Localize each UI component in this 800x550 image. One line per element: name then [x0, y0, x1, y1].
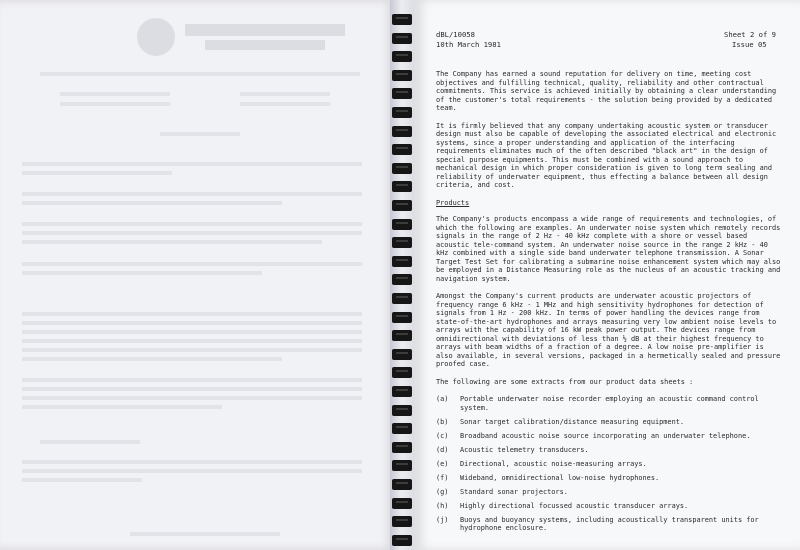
- ghost-text-line: [240, 92, 330, 96]
- right-page: [414, 0, 800, 550]
- ghost-text-line: [22, 330, 362, 334]
- ghost-text-line: [22, 240, 322, 244]
- ghost-text-line: [22, 396, 362, 400]
- ghost-text-line: [22, 460, 362, 464]
- list-marker: (d): [436, 445, 449, 454]
- binding-ring: [392, 126, 412, 137]
- ghost-text-line: [22, 201, 282, 205]
- list-marker: (e): [436, 459, 449, 468]
- list-marker: (g): [436, 487, 449, 496]
- ghost-text-line: [22, 339, 362, 343]
- binding-ring: [392, 293, 412, 304]
- binding-ring: [392, 516, 412, 527]
- binding-ring: [392, 256, 412, 267]
- list-marker: (j): [436, 515, 449, 524]
- document-ref: dBL/10058: [436, 30, 475, 39]
- list-item: [436, 474, 782, 483]
- ghost-text-line: [240, 102, 330, 106]
- ghost-text-line: [22, 231, 362, 235]
- products-heading: Products: [436, 198, 470, 207]
- binding-ring: [392, 33, 412, 44]
- binding-ring: [392, 460, 412, 471]
- binding-ring: [392, 386, 412, 397]
- ghost-text-line: [22, 478, 142, 482]
- products-paragraph: The following are some extracts from our product data sheets :: [436, 377, 694, 386]
- list-marker: (a): [436, 395, 449, 403]
- list-marker: (c): [436, 431, 449, 440]
- binding-ring: [392, 144, 412, 155]
- intro-paragraph: It is firmly believed that any company undertaking acoustic system or transducer design must also be capable of developing the associated electrical and electronic systems, since a proper understanding and application of the interfacing requirements eliminates much of the often described "black art" in the design of special purpose equipments. This must be combined with a sound approach to mechanical design in which proper consideration is given to long term sealing and reliability of underwater equipment, thus effecting a balance between all design criteria, and cost.: [436, 121, 777, 189]
- binding-ring: [392, 237, 412, 248]
- ghost-text-line: [22, 321, 362, 325]
- binding-ring: [392, 107, 412, 118]
- binding-ring: [392, 423, 412, 434]
- product-list: [436, 395, 782, 533]
- sheet-number: Sheet 2 of 9: [724, 30, 776, 39]
- binding-ring: [392, 51, 412, 62]
- ghost-text-line: [22, 348, 362, 352]
- products-paragraph: Amongst the Company's current products are underwater acoustic projectors of frequency range 6 kHz - 1 MHz and high sensitivity hydrophones for detection of signals from 1 Hz - 200 kHz. In terms of power handling the devices range from state-of-the-art hydrophones and arrays measuring very low ambient noise levels to arrays with the capability of 16 kW peak power output. The devices range from omnidirectional with deviations of less than ½ dB at their highest frequency to arrays with beam widths of a fraction of a degree. A low noise pre-amplifier is also available, in several versions, packaged in a hermetically sealed and pressure proofed case.: [436, 292, 781, 368]
- list-item: [436, 460, 782, 469]
- list-item-text: Broadband acoustic noise source incorporating an underwater telephone.: [460, 431, 751, 440]
- binding-ring: [392, 70, 412, 81]
- list-item: [436, 516, 782, 533]
- list-item: [436, 488, 782, 497]
- ghost-text-line: [22, 192, 362, 196]
- binding-ring: [392, 312, 412, 323]
- left-page: [0, 0, 395, 550]
- ghost-text-line: [22, 271, 262, 275]
- list-item-text: Directional, acoustic noise-measuring arrays.: [460, 459, 647, 468]
- ghost-logo: [135, 18, 345, 58]
- list-item: [436, 502, 782, 511]
- list-item-text: Wideband, omnidirectional low-noise hydrophones.: [460, 473, 660, 482]
- binding-ring: [392, 274, 412, 285]
- ghost-text-line: [22, 312, 362, 316]
- ghost-text-line: [22, 405, 222, 409]
- binding-ring: [392, 535, 412, 546]
- ghost-text-line: [160, 132, 240, 136]
- ghost-text-line: [22, 387, 362, 391]
- ghost-text-line: [130, 532, 280, 536]
- page-body: [436, 70, 782, 538]
- ghost-text-line: [22, 378, 362, 382]
- list-item-text: Sonar target calibration/distance measuring equipment.: [460, 417, 685, 426]
- binding-ring: [392, 219, 412, 230]
- list-item-text: Buoys and buoyancy systems, including acoustically transparent units for hydrophone enclosure.: [460, 515, 759, 532]
- list-item: [436, 418, 782, 427]
- binding-ring: [392, 479, 412, 490]
- binding-ring: [392, 163, 412, 174]
- list-marker: (b): [436, 417, 449, 426]
- binding-ring: [392, 181, 412, 192]
- products-paragraph: The Company's products encompass a wide range of requirements and technologies, of which the following are examples. An underwater noise system which remotely records signals in the range of 2 Hz - 40 kHz complete with a shore or vessel based acoustic tele-command system. An underwater noise source in the range 2 kHz - 40 kHz combined with a single side band underwater telephone transmission. A Sonar Target Test Set for calibrating a submarine noise enhancement system which may also be employed in a Distance Measuring role as the nucleus of an acoustic tracking and navigation system.: [436, 215, 781, 283]
- ghost-text-line: [60, 92, 170, 96]
- binding-ring: [392, 200, 412, 211]
- list-marker: (f): [436, 473, 449, 482]
- binding-ring: [392, 88, 412, 99]
- list-item: [436, 446, 782, 455]
- intro-paragraph: The Company has earned a sound reputation for delivery on time, meeting cost objectives and fulfilling technical, quality, reliability and other contractual commitments. This service is achieved initially by obtaining a clear understanding of the customer's total requirements - the solution being provided by a dedicated team.: [436, 70, 777, 112]
- binding-ring: [392, 14, 412, 25]
- issue-number: Issue 05: [732, 40, 767, 49]
- binding-ring: [392, 442, 412, 453]
- ghost-text-line: [40, 440, 140, 444]
- list-item-text: Acoustic telemetry transducers.: [460, 445, 589, 454]
- ghost-text-line: [22, 357, 282, 361]
- ghost-text-line: [22, 222, 362, 226]
- ghost-text-line: [22, 262, 362, 266]
- list-item: [436, 395, 782, 412]
- document-date: 10th March 1981: [436, 40, 501, 49]
- ghost-text-line: [40, 72, 360, 76]
- ghost-text-line: [22, 469, 362, 473]
- list-item-text: Standard sonar projectors.: [460, 487, 568, 496]
- binding-ring: [392, 405, 412, 416]
- binding-ring: [392, 330, 412, 341]
- ghost-text-line: [22, 162, 362, 166]
- binding-ring: [392, 498, 412, 509]
- ghost-text-line: [60, 102, 170, 106]
- list-item-text: Portable underwater noise recorder employing an acoustic command control system.: [460, 395, 759, 412]
- ghost-text-line: [22, 171, 172, 175]
- binding-ring: [392, 349, 412, 360]
- binding-ring: [392, 367, 412, 378]
- list-marker: (h): [436, 501, 449, 510]
- list-item: [436, 432, 782, 441]
- list-item-text: Highly directional focussed acoustic transducer arrays.: [460, 501, 689, 510]
